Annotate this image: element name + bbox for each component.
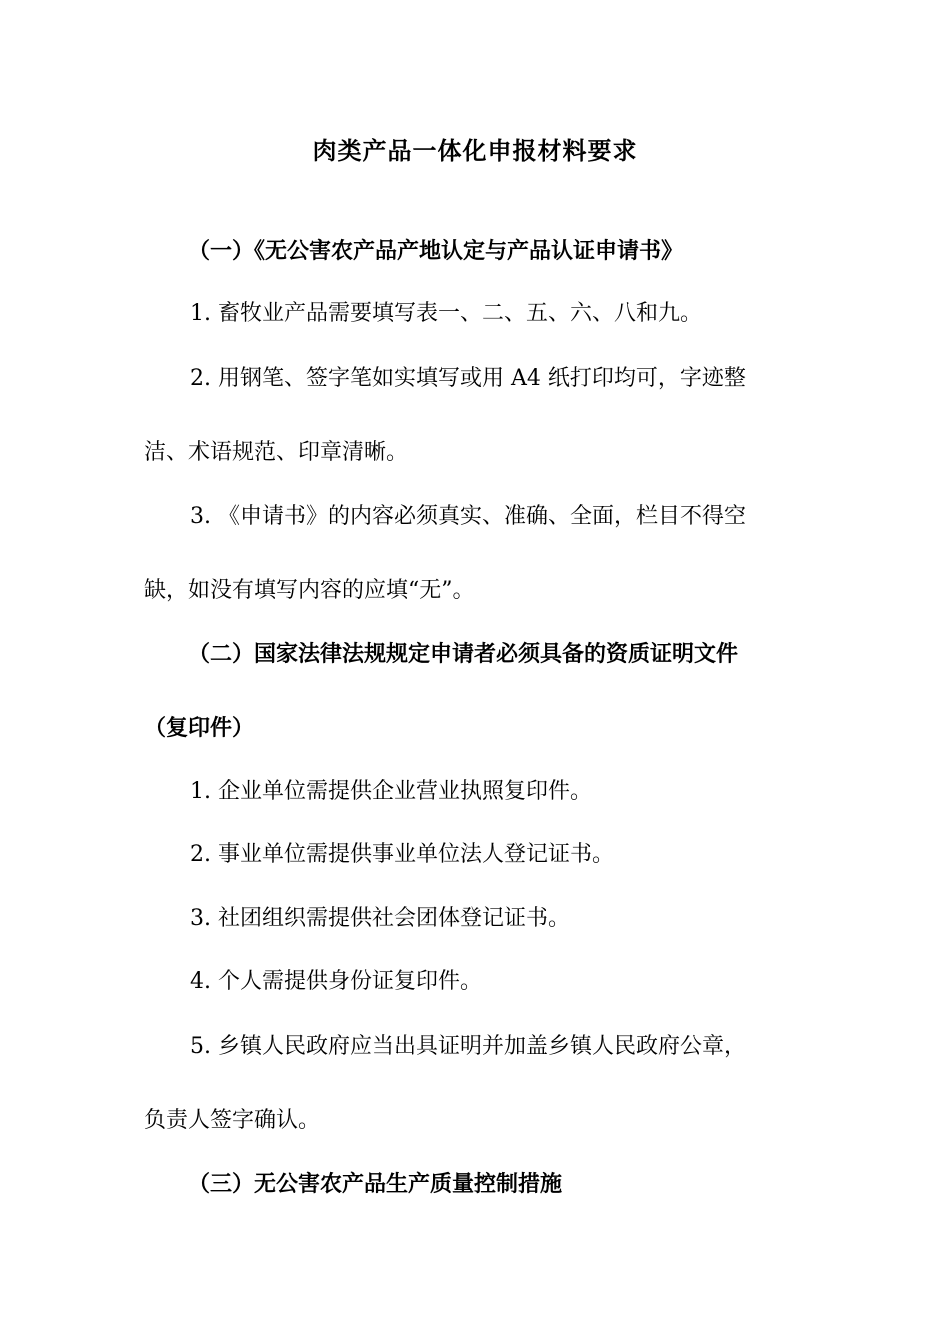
section-1-item-2: 2. 用钢笔、签字笔如实填写或用 A4 纸打印均可，字迹整	[190, 366, 746, 391]
section-2-item-1: 1. 企业单位需提供企业营业执照复印件。	[190, 779, 592, 804]
section-2-item-2: 2. 事业单位需提供事业单位法人登记证书。	[190, 842, 614, 867]
section-2-item-5-cont: 负责人签字确认。	[144, 1108, 321, 1133]
section-2-heading-cont: （复印件）	[144, 715, 255, 741]
section-1-heading: （一）《无公害农产品产地认定与产品认证申请书》	[188, 238, 684, 264]
section-3-heading: （三）无公害农产品生产质量控制措施	[188, 1171, 563, 1197]
section-1-item-1: 1. 畜牧业产品需要填写表一、二、五、六、八和九。	[190, 301, 702, 326]
document-title: 肉类产品一体化申报材料要求	[312, 136, 638, 165]
section-1-item-2-cont: 洁、术语规范、印章清晰。	[144, 440, 409, 465]
section-1-item-3-cont: 缺，如没有填写内容的应填“无”。	[144, 578, 475, 603]
section-2-item-5: 5. 乡镇人民政府应当出具证明并加盖乡镇人民政府公章，	[190, 1034, 746, 1059]
section-2-item-4: 4. 个人需提供身份证复印件。	[190, 969, 482, 994]
section-2-item-3: 3. 社团组织需提供社会团体登记证书。	[190, 906, 570, 931]
section-1-item-3: 3. 《申请书》的内容必须真实、准确、全面，栏目不得空	[190, 504, 746, 529]
section-2-heading: （二）国家法律法规规定申请者必须具备的资质证明文件	[188, 641, 739, 667]
